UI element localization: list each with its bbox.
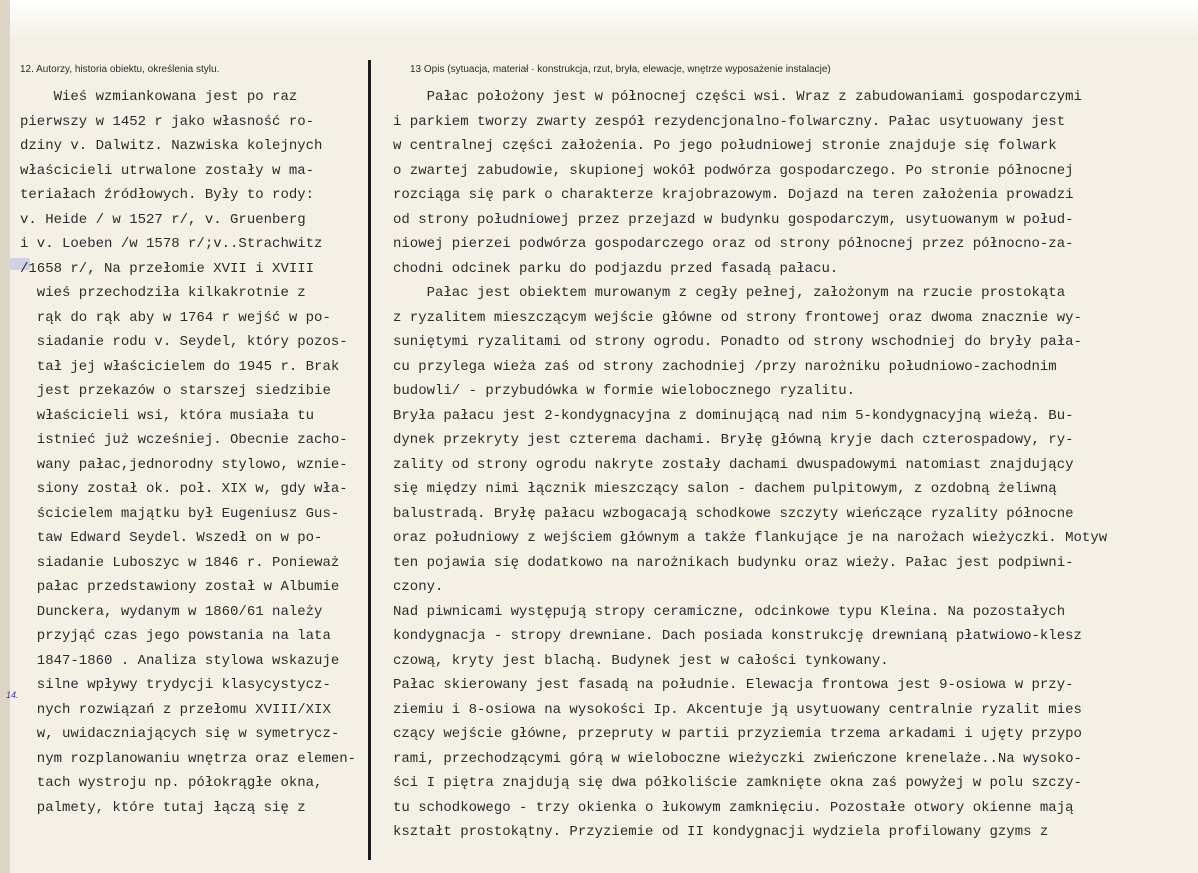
text-line: kształt prostokątny. Przyziemie od II kondygnacji wydziela profilowany gzyms z (393, 824, 1049, 840)
text-line: Dunckera, wydanym w 1860/61 należy (20, 603, 323, 620)
column-divider (368, 60, 371, 860)
text-line: cu przylega wieża zaś od strony zachodniej /przy narożniku południowo-zachodnim (393, 358, 1057, 375)
text-line: tach wystroju np. półokrągłe okna, (20, 775, 323, 791)
text-line: w centralnej części założenia. Po jego południowej stronie znajduje się folwark (393, 138, 1057, 154)
text-line: tu schodkowego - trzy okienka o łukowym zamknięciu. Pozostałe otwory okienne mają (393, 799, 1074, 816)
text-line: 1847-1860 . Analiza stylowa wskazuje (20, 652, 340, 669)
text-line: Pałac jest obiektem murowanym z cegły pełnej, założonym na rzucie prostokąta (393, 285, 1066, 301)
text-line: siadanie rodu v. Seydel, który pozos- (20, 334, 348, 350)
text-line: teriałach źródłowych. Były to rody: (20, 187, 315, 203)
text-line: i parkiem tworzy zwarty zespół rezydencjonalno-folwarczny. Pałac usytuowany jest (393, 113, 1066, 130)
text-line: rąk do rąk aby w 1764 r wejść w po- (20, 309, 331, 326)
text-line: o zwartej zabudowie, skupionej wokół podwórza gospodarczego. Po stronie północnej (393, 162, 1074, 179)
text-line: z ryzalitem mieszczącym wejście główne od strony frontowej oraz dwoma znacznie wy- (393, 309, 1082, 326)
text-line: ści I piętra znajdują się dwa półkoliście zamknięte okna zaś powyżej w polu szczy- (393, 775, 1082, 791)
text-line: i v. Loeben /w 1578 r/;v..Strachwitz (20, 236, 323, 252)
text-line: w, uwidaczniających się w symetrycz- (20, 726, 340, 742)
text-line: Pałac skierowany jest fasadą na południe. Elewacja frontowa jest 9-osiowa w przy- (393, 677, 1074, 693)
text-line: tał jej właścicielem do 1945 r. Brak (20, 358, 340, 375)
text-line: przyjąć czas jego powstania na lata (20, 628, 331, 644)
text-line: oraz południowy z wejściem głównym a także flankujące je na narożach wieżyczki. Motyw (393, 530, 1108, 546)
text-line: właścicieli utrwalone zostały w ma- (20, 162, 315, 179)
text-line: suniętymi ryzalitami od strony ogrodu. Ponadto od strony wschodniej do bryły pała- (393, 334, 1082, 350)
text-line: się między nimi łącznik mieszczący salon - dachem pulpitowym, z ozdobną żeliwną (393, 481, 1057, 497)
history-text-column (20, 85, 368, 820)
text-line: niowej pierzei podwórza gospodarczego oraz od strony północnej przez północno-za- (393, 236, 1074, 252)
text-line: siony został ok. poł. XIX w, gdy wła- (20, 481, 348, 497)
text-line: siadanie Luboszyc w 1846 r. Ponieważ (20, 554, 340, 571)
text-line: wany pałac,jednorodny stylowo, wznie- (20, 456, 348, 473)
text-line: nym rozplanowaniu wnętrza oraz elemen- (20, 750, 357, 767)
scan-left-edge (0, 0, 10, 873)
text-line: ziemiu i 8-osiowa na wysokości Ip. Akcentuje ją usytuowany centralnie ryzalit mies (393, 701, 1082, 718)
text-line: czony. (393, 579, 444, 595)
description-text-column (393, 85, 1193, 845)
text-line: budowli/ - przybudówka w formie wielobocznego ryzalitu. (393, 383, 856, 399)
text-line: Wieś wzmiankowana jest po raz (20, 89, 298, 105)
text-line: Pałac położony jest w północnej części wsi. Wraz z zabudowaniami gospodarczymi (393, 89, 1082, 105)
text-line: v. Heide / w 1527 r/, v. Gruenberg (20, 211, 306, 228)
text-line: pierwszy w 1452 r jako własność ro- (20, 113, 315, 130)
text-line: jest przekazów o starszej siedzibie (20, 383, 331, 399)
text-line: rami, przechodzącymi górą w wieloboczne wieżyczki zwieńczone krenelaże..Na wysoko- (393, 750, 1082, 767)
text-line: ścicielem majątku był Eugeniusz Gus- (20, 505, 340, 522)
text-line: właścicieli wsi, która musiała tu (20, 407, 315, 424)
text-line: Nad piwnicami występują stropy ceramiczne, odcinkowe typu Kleina. Na pozostałych (393, 603, 1066, 620)
text-line: balustradą. Bryłę pałacu wzbogacają schodkowe szczyty wieńczące ryzality północne (393, 505, 1074, 522)
section-12-header: 12. Autorzy, historia obiektu, określenia stylu. (20, 64, 220, 75)
text-line: istnieć już wcześniej. Obecnie zacho- (20, 432, 348, 448)
text-line: dziny v. Dalwitz. Nazwiska kolejnych (20, 138, 323, 154)
section-13-header: 13 Opis (sytuacja, materiał · konstrukcja, rzut, bryła, elewacje, wnętrze wyposażenie instalacje) (410, 64, 831, 75)
text-line: ten pojawia się dodatkowo na narożnikach budynku oraz wieży. Pałac jest podpiwni- (393, 554, 1074, 571)
margin-note: 14. (6, 690, 19, 700)
text-line: chodni odcinek parku do podjazdu przed fasadą pałacu. (393, 260, 839, 277)
text-line: zality od strony ogrodu nakryte zostały dachami dwuspadowymi natomiast znajdujący (393, 456, 1074, 473)
text-line: czową, kryty jest blachą. Budynek jest w całości tynkowany. (393, 652, 889, 669)
text-line: palmety, które tutaj łączą się z (20, 799, 306, 816)
text-line: wieś przechodziła kilkakrotnie z (20, 285, 306, 301)
text-line: czący wejście główne, przepruty w partii przyziemia trzema arkadami i ujęty przypo (393, 726, 1082, 742)
text-line: pałac przedstawiony został w Albumie (20, 579, 340, 595)
text-line: Bryła pałacu jest 2-kondygnacyjna z dominującą nad nim 5-kondygnacyjną wieżą. Bu- (393, 407, 1074, 424)
text-line: kondygnacja - stropy drewniane. Dach posiada konstrukcję drewnianą płatwiowo-klesz (393, 628, 1082, 644)
text-line: taw Edward Seydel. Wszedł on w po- (20, 530, 323, 546)
scan-top-edge (0, 0, 1198, 40)
text-line: nych rozwiązań z przełomu XVIII/XIX (20, 701, 331, 718)
text-line: silne wpływy trydycji klasycystycz- (20, 677, 331, 693)
text-line: rozciąga się park o charakterze krajobrazowym. Dojazd na teren założenia prowadzi (393, 187, 1074, 203)
text-line: /1658 r/, Na przełomie XVII i XVIII (20, 260, 315, 277)
text-line: od strony południowej przez przejazd w budynku gospodarczym, usytuowanym w połud- (393, 211, 1074, 228)
text-line: dynek przekryty jest czterema dachami. Bryłę główną kryje dach czterospadowy, ry- (393, 432, 1074, 448)
